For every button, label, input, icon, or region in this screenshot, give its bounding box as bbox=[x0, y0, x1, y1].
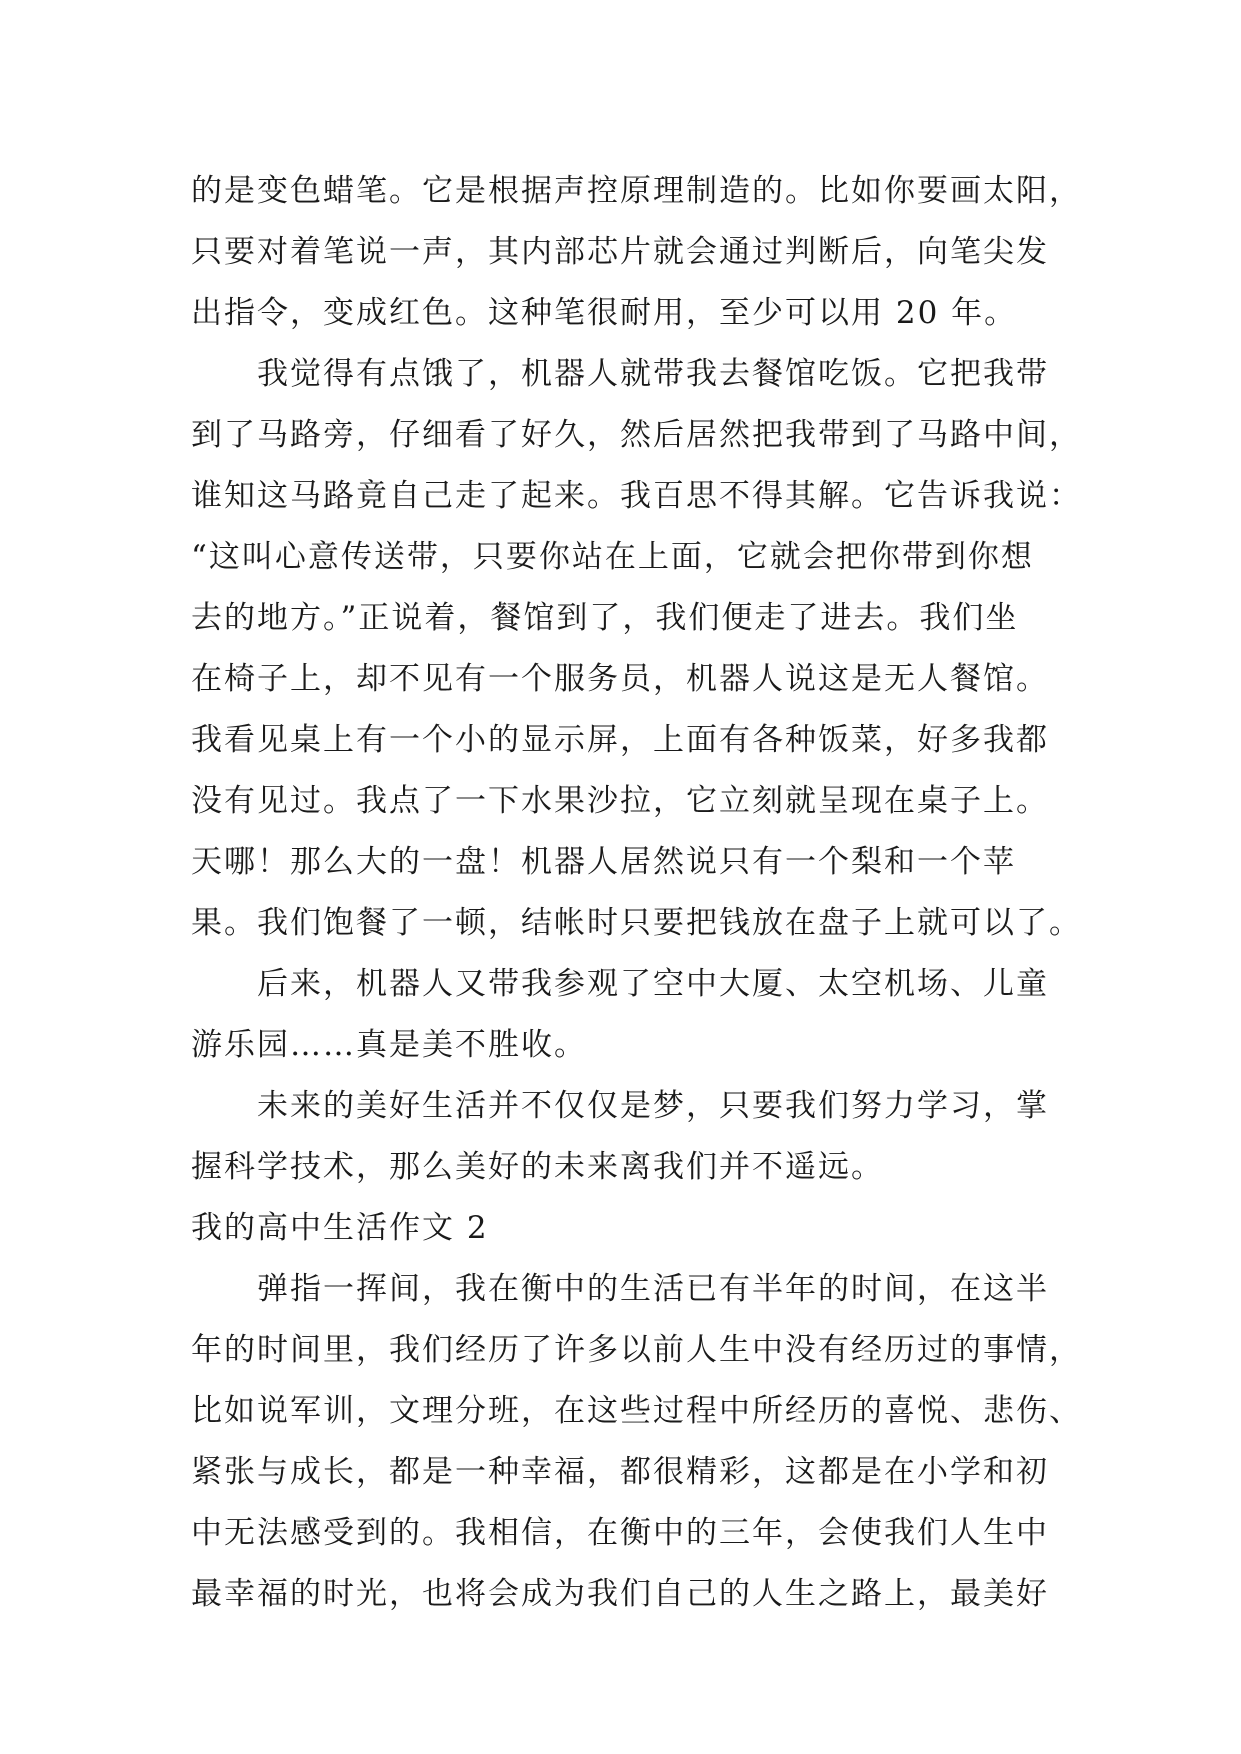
document-body bbox=[191, 161, 1082, 1625]
text-line: 果。我们饱餐了一顿，结帐时只要把钱放在盘子上就可以了。 bbox=[191, 905, 1082, 941]
text-line: 的是变色蜡笔。它是根据声控原理制造的。比如你要画太阳， bbox=[191, 173, 1082, 209]
paragraph-first-line: 后来，机器人又带我参观了空中大厦、太空机场、儿童 bbox=[257, 966, 1049, 1002]
text-line: 游乐园……真是美不胜收。 bbox=[191, 1027, 587, 1063]
section-heading: 我的高中生活作文 2 bbox=[191, 1210, 489, 1246]
text-line: 谁知这马路竟自己走了起来。我百思不得其解。它告诉我说： bbox=[191, 478, 1082, 514]
text-line: 年的时间里，我们经历了许多以前人生中没有经历过的事情， bbox=[191, 1332, 1082, 1368]
text-line: 握科学技术，那么美好的未来离我们并不遥远。 bbox=[191, 1149, 884, 1185]
text-line: 最幸福的时光，也将会成为我们自己的人生之路上，最美好 bbox=[191, 1576, 1049, 1612]
text-line: 只要对着笔说一声，其内部芯片就会通过判断后，向笔尖发 bbox=[191, 234, 1049, 270]
text-line: 比如说军训，文理分班，在这些过程中所经历的喜悦、悲伤、 bbox=[191, 1393, 1082, 1429]
paragraph-first-line: 我觉得有点饿了，机器人就带我去餐馆吃饭。它把我带 bbox=[257, 356, 1049, 392]
text-line: 去的地方。”正说着，餐馆到了，我们便走了进去。我们坐 bbox=[191, 600, 1019, 636]
paragraph-first-line: 未来的美好生活并不仅仅是梦，只要我们努力学习，掌 bbox=[257, 1088, 1049, 1124]
text-line: 没有见过。我点了一下水果沙拉，它立刻就呈现在桌子上。 bbox=[191, 783, 1049, 819]
text-line: 天哪！那么大的一盘！机器人居然说只有一个梨和一个苹 bbox=[191, 844, 1016, 880]
text-line: 出指令，变成红色。这种笔很耐用，至少可以用 20 年。 bbox=[191, 295, 1018, 331]
text-line: 在椅子上，却不见有一个服务员，机器人说这是无人餐馆。 bbox=[191, 661, 1049, 697]
text-line: 中无法感受到的。我相信，在衡中的三年，会使我们人生中 bbox=[191, 1515, 1049, 1551]
text-line: “这叫心意传送带，只要你站在上面，它就会把你带到你想 bbox=[191, 539, 1034, 575]
text-line: 到了马路旁，仔细看了好久，然后居然把我带到了马路中间， bbox=[191, 417, 1082, 453]
text-line: 紧张与成长，都是一种幸福，都很精彩，这都是在小学和初 bbox=[191, 1454, 1049, 1490]
paragraph-first-line: 弹指一挥间，我在衡中的生活已有半年的时间，在这半 bbox=[257, 1271, 1049, 1307]
text-line: 我看见桌上有一个小的显示屏，上面有各种饭菜，好多我都 bbox=[191, 722, 1049, 758]
